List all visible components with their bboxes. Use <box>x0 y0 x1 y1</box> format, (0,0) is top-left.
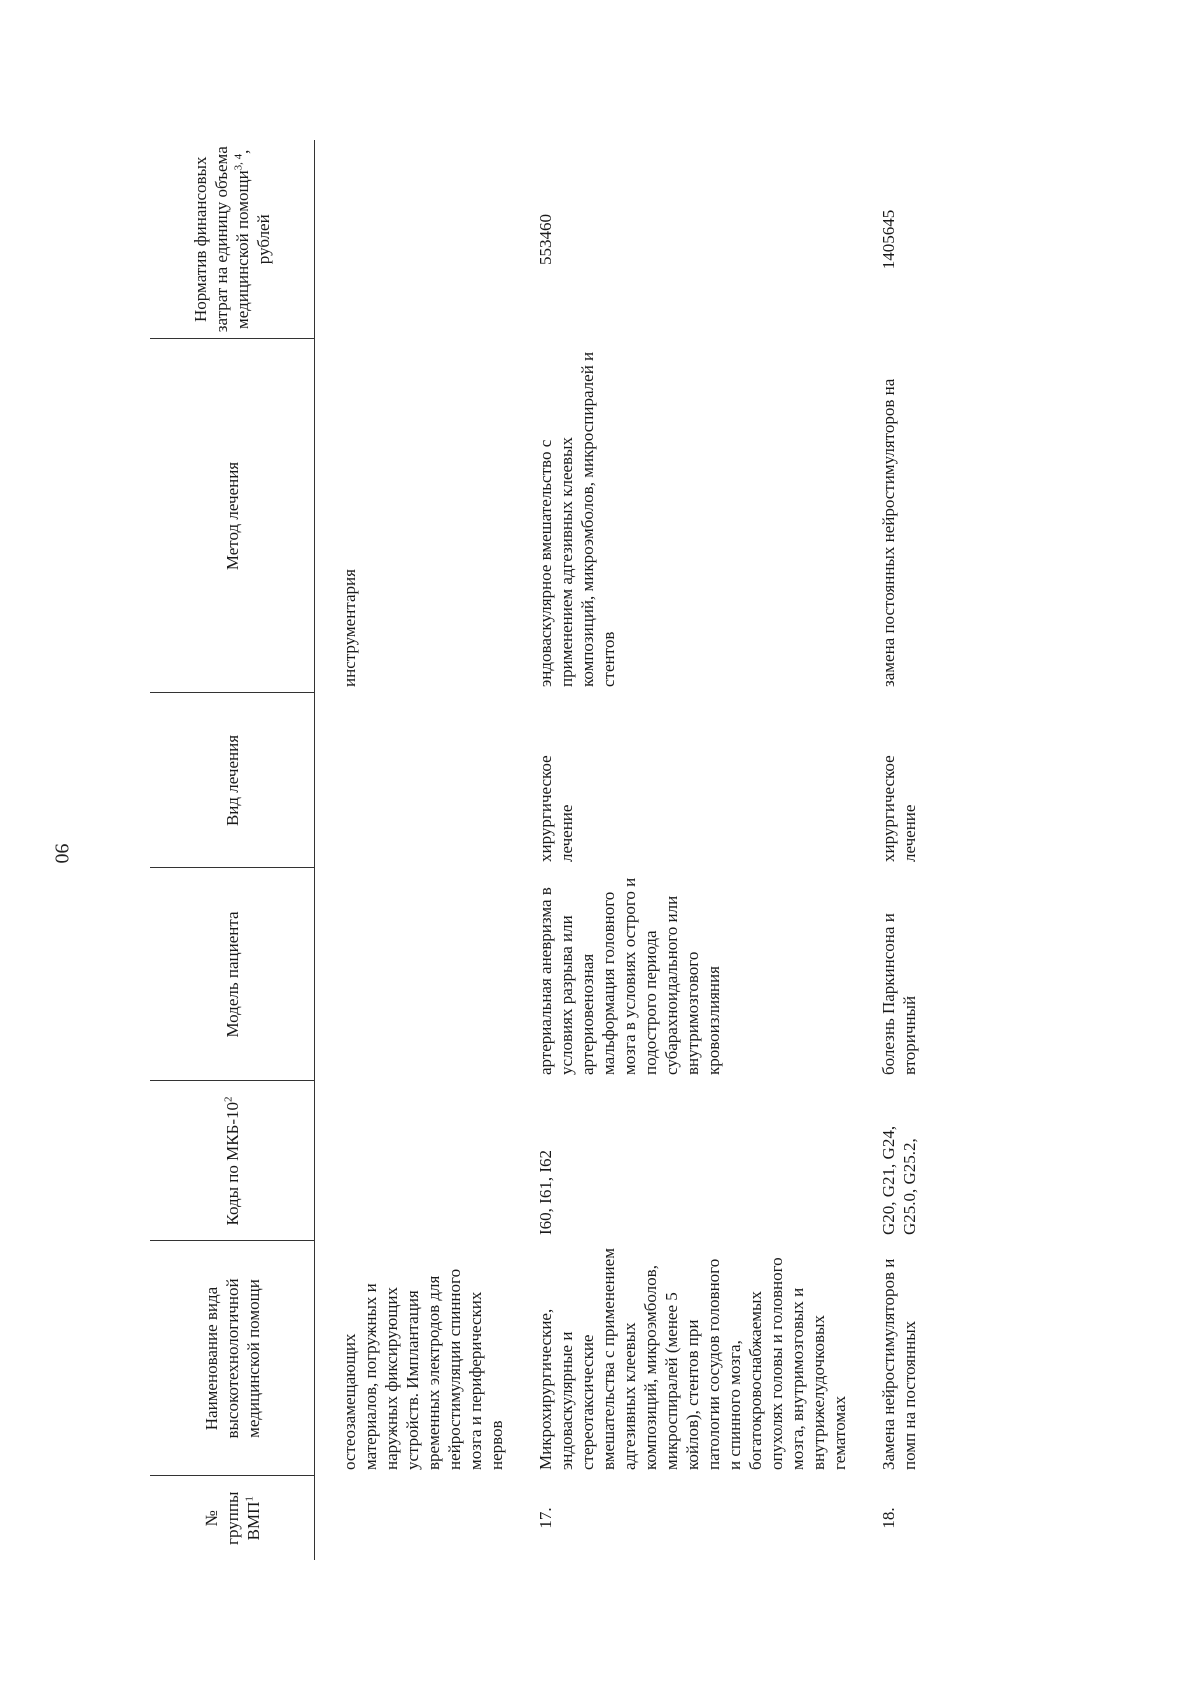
cell-name: Замена нейростимуляторов и помп на постоянных <box>879 1258 919 1470</box>
cell-method: эндоваскулярное вмешательство с применением адгезивных клеевых композиций, микроэмболов, микроспиралей и стентов <box>536 351 618 687</box>
cell-type <box>315 693 536 868</box>
cell-name: Микрохирургические, эндоваскулярные и стереотаксические вмешательства с применением адгезивных клеевых композиций, микроэмболов, микроспиралей (менее 5 койлов), стентов при патологии сосудов головного и спинного мозга, богатокровоснабжаемых опухолях головы и головного мозга, внутримозговых и внутрижелудочковых гематомах <box>536 1248 849 1470</box>
header-type: Вид лечения <box>150 693 315 868</box>
header-method: Метод лечения <box>150 339 315 693</box>
cell-type: хирургическое лечение <box>536 755 576 862</box>
cell-cost: 553460 <box>536 214 555 265</box>
cell-codes <box>315 1081 536 1241</box>
rotated-table-page <box>150 140 1110 1560</box>
cell-num: 18. <box>879 1507 898 1529</box>
cell-num <box>315 1476 536 1560</box>
cell-codes: I60, I61, I62 <box>536 1150 555 1235</box>
cell-cost: 1405645 <box>879 209 898 270</box>
table-row <box>535 140 878 1560</box>
header-model: Модель пациента <box>150 868 315 1081</box>
header-name: Наименование вида высокотехнологичной медицинской помощи <box>150 1241 315 1476</box>
cell-type: хирургическое лечение <box>879 755 919 862</box>
header-num: № группы ВМП$^1$ <box>150 1476 315 1560</box>
cell-name: остеозамещающих материалов, погружных и наружных фиксирующих устройств. Имплантация временных электродов для нейростимуляции спинного мозга и периферических нервов <box>340 1268 506 1470</box>
cell-method: замена постоянных нейростимуляторов на <box>879 378 898 687</box>
cell-model: болезнь Паркинсона и вторичный <box>879 913 919 1075</box>
page-number: 90 <box>50 843 73 864</box>
cell-method: инструментария <box>340 569 359 687</box>
cell-codes: G20, G21, G24, G25.0, G25.2, <box>879 1125 919 1235</box>
header-cost: Норматив финансовых затрат на единицу объема медицинской помощи$^{3, 4}$, рублей <box>150 140 315 339</box>
cell-cost <box>315 140 536 339</box>
table-row <box>315 140 536 1560</box>
cell-model <box>315 868 536 1081</box>
vmp-table <box>150 140 920 1560</box>
header-codes: Коды по МКБ-$10^2$ <box>150 1081 315 1241</box>
table-row <box>878 140 920 1560</box>
cell-model: артериальная аневризма в условиях разрыва или артериовенозная мальформация головного мозга в условиях острого и подострого периода субарахноидального или внутримозгового кровоизлияния <box>536 877 723 1075</box>
cell-num: 17. <box>536 1507 555 1529</box>
table-header-row <box>150 140 315 1560</box>
